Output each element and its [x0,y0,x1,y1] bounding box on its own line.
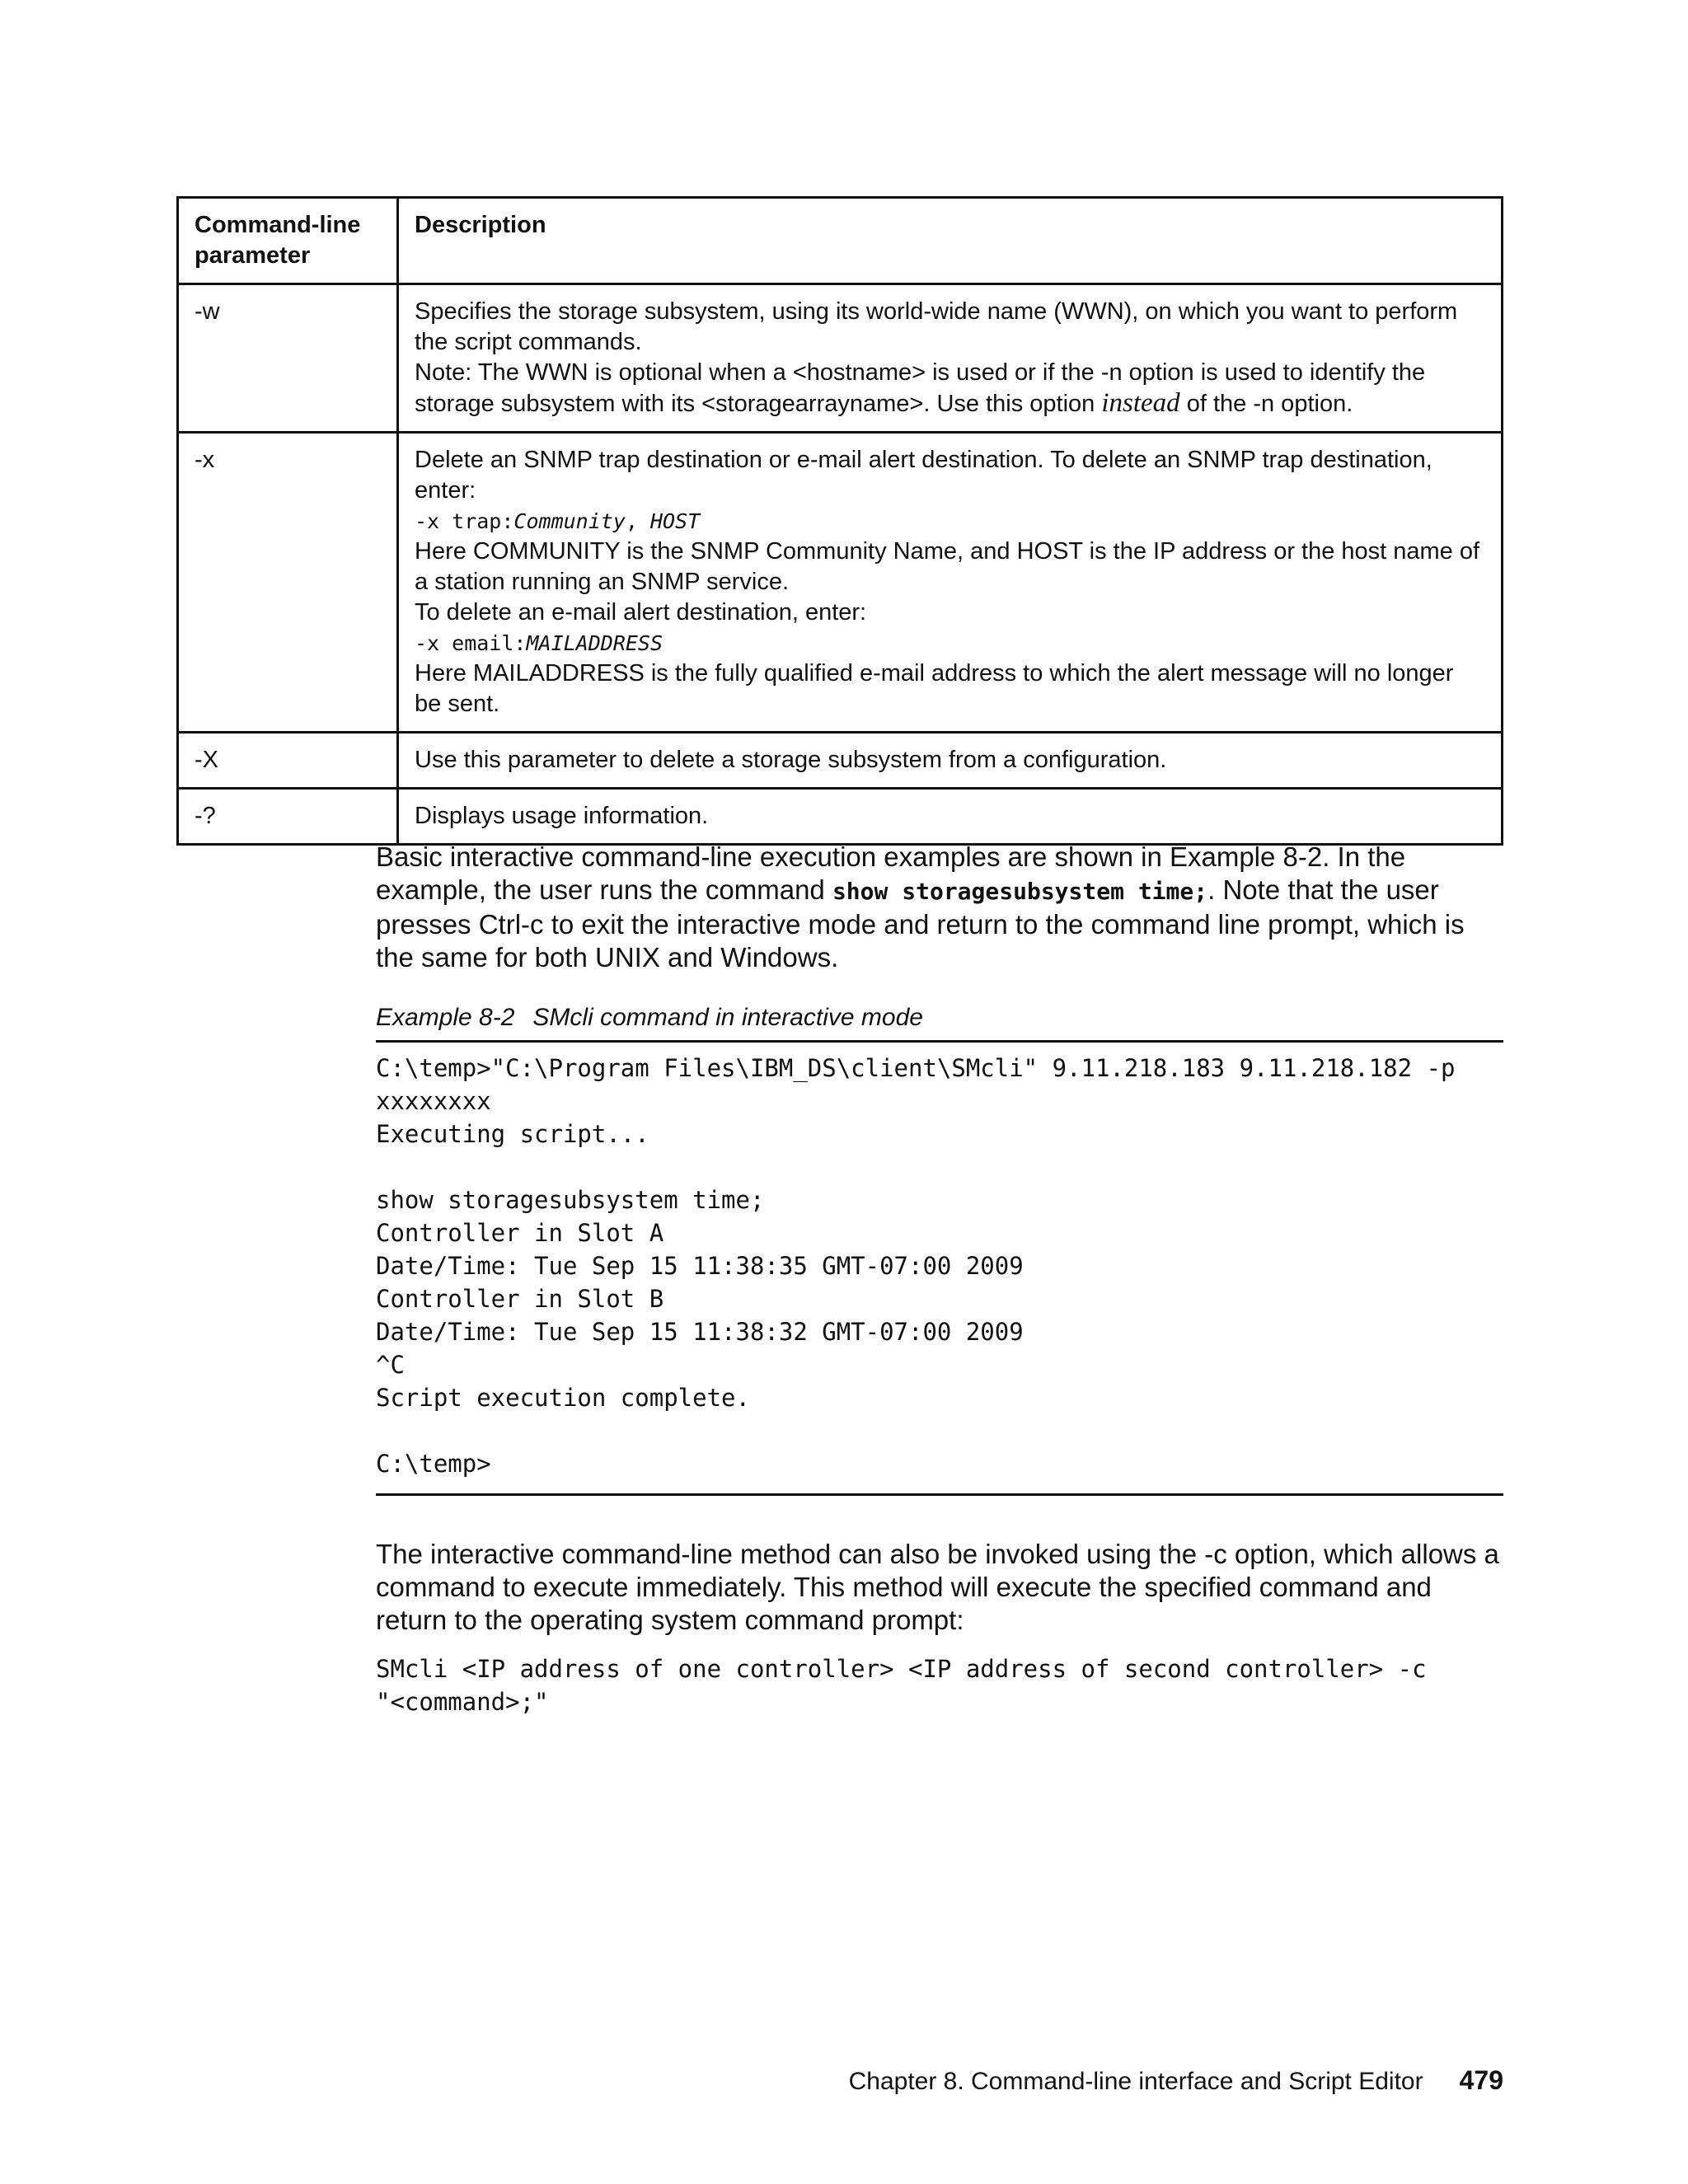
table-header-row [178,198,1503,284]
parameter-table [176,196,1503,846]
description-cell [398,284,1503,433]
command-syntax: SMcli <IP address of one controller> <IP address of second controller> -c "<command>;" [376,1655,1427,1716]
chapter-title: Chapter 8. Command-line interface and Script Editor [848,2068,1423,2095]
emphasis: instead [1101,388,1180,418]
description-note: Note: The WWN is optional when a <hostname> is used or if the -n option is used to identify the storage subsystem with its <storagearrayname>. Use this option instead of the -n option. [415,359,1426,418]
page-number: 479 [1459,2065,1503,2095]
divider [376,1493,1503,1496]
param-cell: -X [178,733,398,789]
description-cell [398,433,1503,733]
page-footer [849,2065,1503,2096]
table-row [178,789,1503,845]
example-caption: Example 8-2 SMcli command in interactive mode [376,1004,923,1031]
description-line: Here COMMUNITY is the SNMP Community Name, and HOST is the IP address or the host name of a station running an SNMP service. [415,538,1480,595]
header-param: Command-line parameter [178,198,398,284]
description-line: Specifies the storage subsystem, using its world-wide name (WWN), on which you want to perform the script commands. [415,298,1458,355]
description-line: Delete an SNMP trap destination or e-mail alert destination. To delete an SNMP trap destination, enter: [415,447,1432,504]
description-cell: Use this parameter to delete a storage subsystem from a configuration. [398,733,1503,789]
code-example: C:\temp>"C:\Program Files\IBM_DS\client\SMcli" 9.11.218.183 9.11.218.182 -p xxxxxxxx Executing script... show storagesubsystem time; Controller in Slot A Date/Time: Tue Sep 15 11:38:35 GMT-07:00 2009 Controller in Slot B Date/Time: Tue Sep 15 11:38:32 GMT-07:00 2009 ^C Script execution complete. C:\temp> [376,1054,1456,1478]
body-paragraph: Basic interactive command-line execution examples are shown in Example 8-2. In the example, the user runs the command show storagesubsystem time;. Note that the user presses Ctrl-c to exit the interactive mode and return to the command line prompt, which is the same for both UNIX and Windows. [376,841,1465,972]
inline-code: -x email:MAILADDRESS [415,631,663,655]
table-row [178,733,1503,789]
description-cell: Displays usage information. [398,789,1503,845]
table-row [178,433,1503,733]
param-cell: -w [178,284,398,433]
description-line: Here MAILADDRESS is the fully qualified e-mail address to which the alert message will no longer be sent. [415,660,1454,717]
header-description: Description [398,198,1503,284]
table-row [178,284,1503,433]
inline-code: show storagesubsystem time; [832,878,1208,905]
description-line: To delete an e-mail alert destination, enter: [415,599,867,626]
inline-code: -x trap:Community, HOST [415,509,701,533]
divider [376,1040,1503,1043]
param-cell: -? [178,789,398,845]
body-paragraph: The interactive command-line method can also be invoked using the -c option, which allows a command to execute immediately. This method will execute the specified command and return to the operating system command prompt: [376,1539,1499,1635]
param-cell: -x [178,433,398,733]
